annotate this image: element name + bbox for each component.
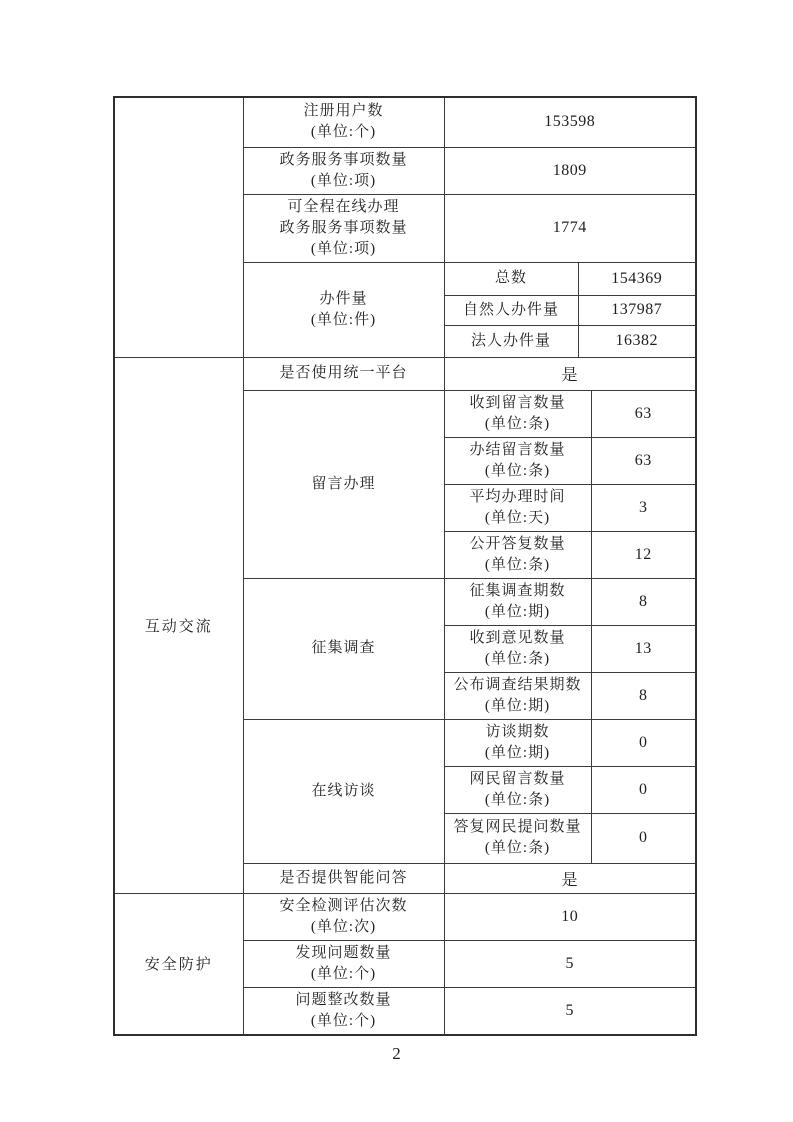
item-label-cell: 注册用户数 (单位:个) xyxy=(243,97,444,147)
value-cell: 3 xyxy=(591,484,696,531)
sub-item-label-cell: 访谈期数 (单位:期) xyxy=(444,719,591,766)
statistics-table xyxy=(113,96,697,1036)
item-label-cell: 发现问题数量 (单位:个) xyxy=(243,940,444,987)
sub-item-label-cell: 办结留言数量 (单位:条) xyxy=(444,437,591,484)
sub-item-label-cell: 公开答复数量 (单位:条) xyxy=(444,531,591,578)
section-cell xyxy=(114,97,243,357)
page-number: 2 xyxy=(392,1044,401,1063)
sub-item-label-cell: 平均办理时间 (单位:天) xyxy=(444,484,591,531)
sub-item-label-cell: 收到意见数量 (单位:条) xyxy=(444,625,591,672)
item-label-cell: 办件量 (单位:件) xyxy=(243,262,444,357)
sub-item-label-cell: 网民留言数量 (单位:条) xyxy=(444,766,591,813)
value-cell: 63 xyxy=(591,437,696,484)
section-cell: 安全防护 xyxy=(114,893,243,1035)
sub-item-label-cell: 征集调查期数 (单位:期) xyxy=(444,578,591,625)
value-cell: 是 xyxy=(444,357,696,390)
item-label-cell: 是否使用统一平台 xyxy=(243,357,444,390)
item-label-cell: 问题整改数量 (单位:个) xyxy=(243,987,444,1035)
table-row xyxy=(114,357,696,390)
sub-item-label-cell: 答复网民提问数量 (单位:条) xyxy=(444,813,591,863)
value-cell: 153598 xyxy=(444,97,696,147)
value-cell: 16382 xyxy=(578,325,696,357)
table-row xyxy=(114,97,696,147)
item-label-cell: 征集调查 xyxy=(243,578,444,719)
section-cell: 互动交流 xyxy=(114,357,243,893)
value-cell: 是 xyxy=(444,863,696,893)
value-cell: 63 xyxy=(591,390,696,437)
item-label-cell: 政务服务事项数量 (单位:项) xyxy=(243,147,444,194)
value-cell: 0 xyxy=(591,719,696,766)
sub-item-label-cell: 法人办件量 xyxy=(444,325,578,357)
table-row xyxy=(114,893,696,940)
sub-item-label-cell: 收到留言数量 (单位:条) xyxy=(444,390,591,437)
value-cell: 1774 xyxy=(444,194,696,262)
value-cell: 0 xyxy=(591,766,696,813)
value-cell: 137987 xyxy=(578,295,696,325)
value-cell: 12 xyxy=(591,531,696,578)
value-cell: 0 xyxy=(591,813,696,863)
value-cell: 8 xyxy=(591,578,696,625)
sub-item-label-cell: 总数 xyxy=(444,262,578,295)
item-label-cell: 是否提供智能问答 xyxy=(243,863,444,893)
value-cell: 5 xyxy=(444,987,696,1035)
value-cell: 10 xyxy=(444,893,696,940)
sub-item-label-cell: 自然人办件量 xyxy=(444,295,578,325)
value-cell: 8 xyxy=(591,672,696,719)
item-label-cell: 安全检测评估次数 (单位:次) xyxy=(243,893,444,940)
item-label-cell: 可全程在线办理 政务服务事项数量 (单位:项) xyxy=(243,194,444,262)
value-cell: 1809 xyxy=(444,147,696,194)
item-label-cell: 留言办理 xyxy=(243,390,444,578)
item-label-cell: 在线访谈 xyxy=(243,719,444,863)
value-cell: 13 xyxy=(591,625,696,672)
sub-item-label-cell: 公布调查结果期数 (单位:期) xyxy=(444,672,591,719)
value-cell: 154369 xyxy=(578,262,696,295)
value-cell: 5 xyxy=(444,940,696,987)
